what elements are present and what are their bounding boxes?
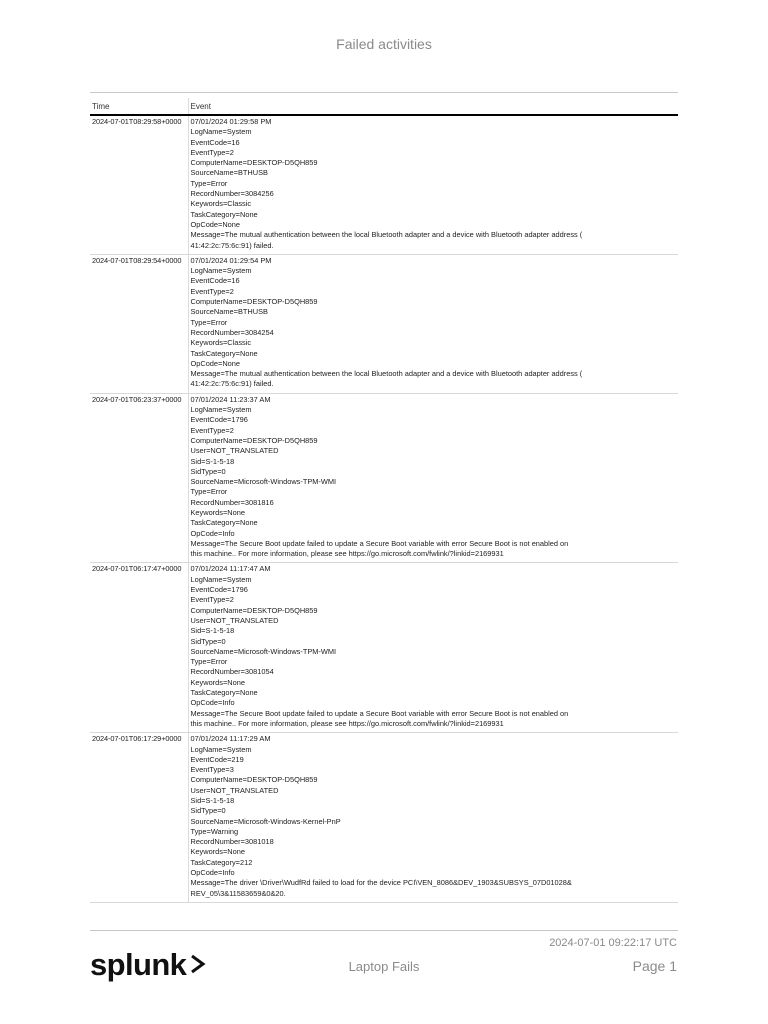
event-line: Keywords=Classic	[190, 199, 252, 209]
event-line: EventCode=1796	[190, 585, 248, 595]
event-line: SourceName=Microsoft-Windows-Kernel-PnP	[190, 816, 341, 826]
event-line: 41:42:2c:75:6c:91) failed.	[190, 240, 274, 250]
event-line: User=NOT_TRANSLATED	[190, 446, 279, 456]
event-line: OpCode=None	[190, 358, 241, 368]
column-header-time: Time	[90, 98, 188, 115]
event-line: LogName=System	[190, 405, 252, 415]
cell-event	[188, 115, 678, 254]
cell-time: 2024-07-01T06:17:29+0000	[90, 733, 188, 903]
event-line: EventType=2	[190, 425, 234, 435]
event-line: Message=The mutual authentication between the local Bluetooth adapter and a device with Bluetooth adapter address (	[190, 230, 583, 240]
report-title: Failed activities	[336, 36, 432, 52]
event-line: ComputerName=DESKTOP-D5QH859	[190, 605, 318, 615]
footer-report-name: Laptop Fails	[348, 959, 420, 974]
event-line: Sid=S-1-5-18	[190, 796, 235, 805]
event-line: TaskCategory=None	[190, 518, 258, 528]
cell-time: 2024-07-01T08:29:54+0000	[90, 254, 188, 393]
footer-generated-time: 2024-07-01 09:22:17 UTC	[549, 937, 677, 949]
event-line: EventCode=1796	[190, 415, 248, 425]
event-line: SidType=0	[190, 466, 226, 476]
event-line: EventType=2	[190, 595, 234, 605]
cell-time: 2024-07-01T06:23:37+0000	[90, 393, 188, 563]
event-line: TaskCategory=None	[190, 348, 258, 358]
event-line: 07/01/2024 01:29:58 PM	[190, 117, 272, 126]
event-line: LogName=System	[190, 574, 252, 584]
event-line: SourceName=Microsoft-Windows-TPM-WMI	[190, 477, 337, 487]
cell-event	[188, 733, 678, 903]
event-line: TaskCategory=None	[190, 209, 258, 219]
table-row	[90, 563, 678, 733]
table-top-divider	[90, 92, 678, 93]
event-line: TaskCategory=None	[190, 688, 258, 698]
event-line: Sid=S-1-5-18	[190, 626, 235, 636]
events-table	[90, 98, 678, 903]
event-line: RecordNumber=3084254	[190, 327, 274, 337]
footer-divider	[90, 930, 678, 931]
event-line: LogName=System	[190, 266, 252, 276]
event-line: OpCode=Info	[190, 528, 235, 538]
event-line: EventType=2	[190, 147, 234, 157]
event-line: ComputerName=DESKTOP-D5QH859	[190, 297, 318, 307]
column-header-event: Event	[188, 98, 678, 115]
event-line: ComputerName=DESKTOP-D5QH859	[190, 435, 318, 445]
event-line: 41:42:2c:75:6c:91) failed.	[190, 379, 274, 389]
footer-page-number: Page 1	[632, 958, 677, 974]
event-line: 07/01/2024 11:23:37 AM	[190, 394, 271, 404]
event-line: EventCode=219	[190, 754, 244, 764]
events-table-body	[90, 115, 678, 902]
event-line: this machine.. For more information, please see https://go.microsoft.com/fwlink/?linkid=2169931	[190, 718, 504, 728]
event-line: Message=The Secure Boot update failed to update a Secure Boot variable with error Secure Boot is not enabled on	[190, 538, 569, 548]
event-line: Message=The mutual authentication between the local Bluetooth adapter and a device with Bluetooth adapter address (	[190, 369, 583, 379]
event-line: RecordNumber=3081054	[190, 667, 274, 677]
event-line: ComputerName=DESKTOP-D5QH859	[190, 158, 318, 168]
event-line: SourceName=Microsoft-Windows-TPM-WMI	[190, 646, 337, 656]
event-line: User=NOT_TRANSLATED	[190, 615, 279, 625]
table-row	[90, 115, 678, 254]
event-line: ComputerName=DESKTOP-D5QH859	[190, 775, 318, 785]
event-line: SidType=0	[190, 636, 226, 646]
event-line: this machine.. For more information, please see https://go.microsoft.com/fwlink/?linkid=2169931	[190, 549, 504, 559]
cell-time: 2024-07-01T08:29:58+0000	[90, 115, 188, 254]
event-line: OpCode=Info	[190, 698, 235, 708]
table-header-row	[90, 98, 678, 115]
event-line: 07/01/2024 01:29:54 PM	[190, 255, 272, 265]
event-line: EventCode=16	[190, 137, 240, 147]
event-line: Message=The driver \Driver\WudfRd failed to load for the device PCI\VEN_8086&DEV_1903&SUBSYS_07D01028&	[190, 878, 572, 888]
event-line: OpCode=Info	[190, 868, 235, 878]
event-line: Type=Warning	[190, 826, 239, 836]
event-line: SourceName=BTHUSB	[190, 168, 268, 178]
event-line: REV_05\3&11583659&0&20.	[190, 888, 286, 898]
event-line: Sid=S-1-5-18	[190, 456, 235, 466]
event-line: Type=Error	[190, 317, 228, 327]
event-line: LogName=System	[190, 744, 252, 754]
event-line: 07/01/2024 11:17:47 AM	[190, 564, 271, 574]
event-line: Keywords=Classic	[190, 338, 252, 348]
event-line: LogName=System	[190, 127, 252, 137]
table-row	[90, 733, 678, 903]
event-line: RecordNumber=3081816	[190, 497, 274, 507]
event-line: Keywords=None	[190, 677, 245, 687]
event-line: Keywords=None	[190, 847, 245, 857]
event-line: RecordNumber=3084256	[190, 189, 274, 199]
cell-time: 2024-07-01T06:17:47+0000	[90, 563, 188, 733]
event-line: Type=Error	[190, 657, 228, 667]
table-row	[90, 393, 678, 563]
event-line: SidType=0	[190, 806, 226, 816]
event-line: TaskCategory=212	[190, 857, 253, 867]
event-line: Message=The Secure Boot update failed to update a Secure Boot variable with error Secure Boot is not enabled on	[190, 708, 569, 718]
event-line: Keywords=None	[190, 507, 245, 517]
event-line: RecordNumber=3081018	[190, 837, 274, 847]
logo-wordmark: splunk	[90, 947, 187, 982]
table-row	[90, 254, 678, 393]
event-line: EventType=2	[190, 286, 234, 296]
cell-event	[188, 563, 678, 733]
cell-event	[188, 254, 678, 393]
event-line: 07/01/2024 11:17:29 AM	[190, 734, 271, 744]
event-line: EventType=3	[190, 765, 234, 775]
event-line: OpCode=None	[190, 219, 241, 229]
event-line: Type=Error	[190, 487, 228, 497]
event-line: Type=Error	[190, 178, 228, 188]
event-line: SourceName=BTHUSB	[190, 307, 268, 317]
event-line: EventCode=16	[190, 276, 240, 286]
cell-event	[188, 393, 678, 563]
event-line: User=NOT_TRANSLATED	[190, 785, 279, 795]
